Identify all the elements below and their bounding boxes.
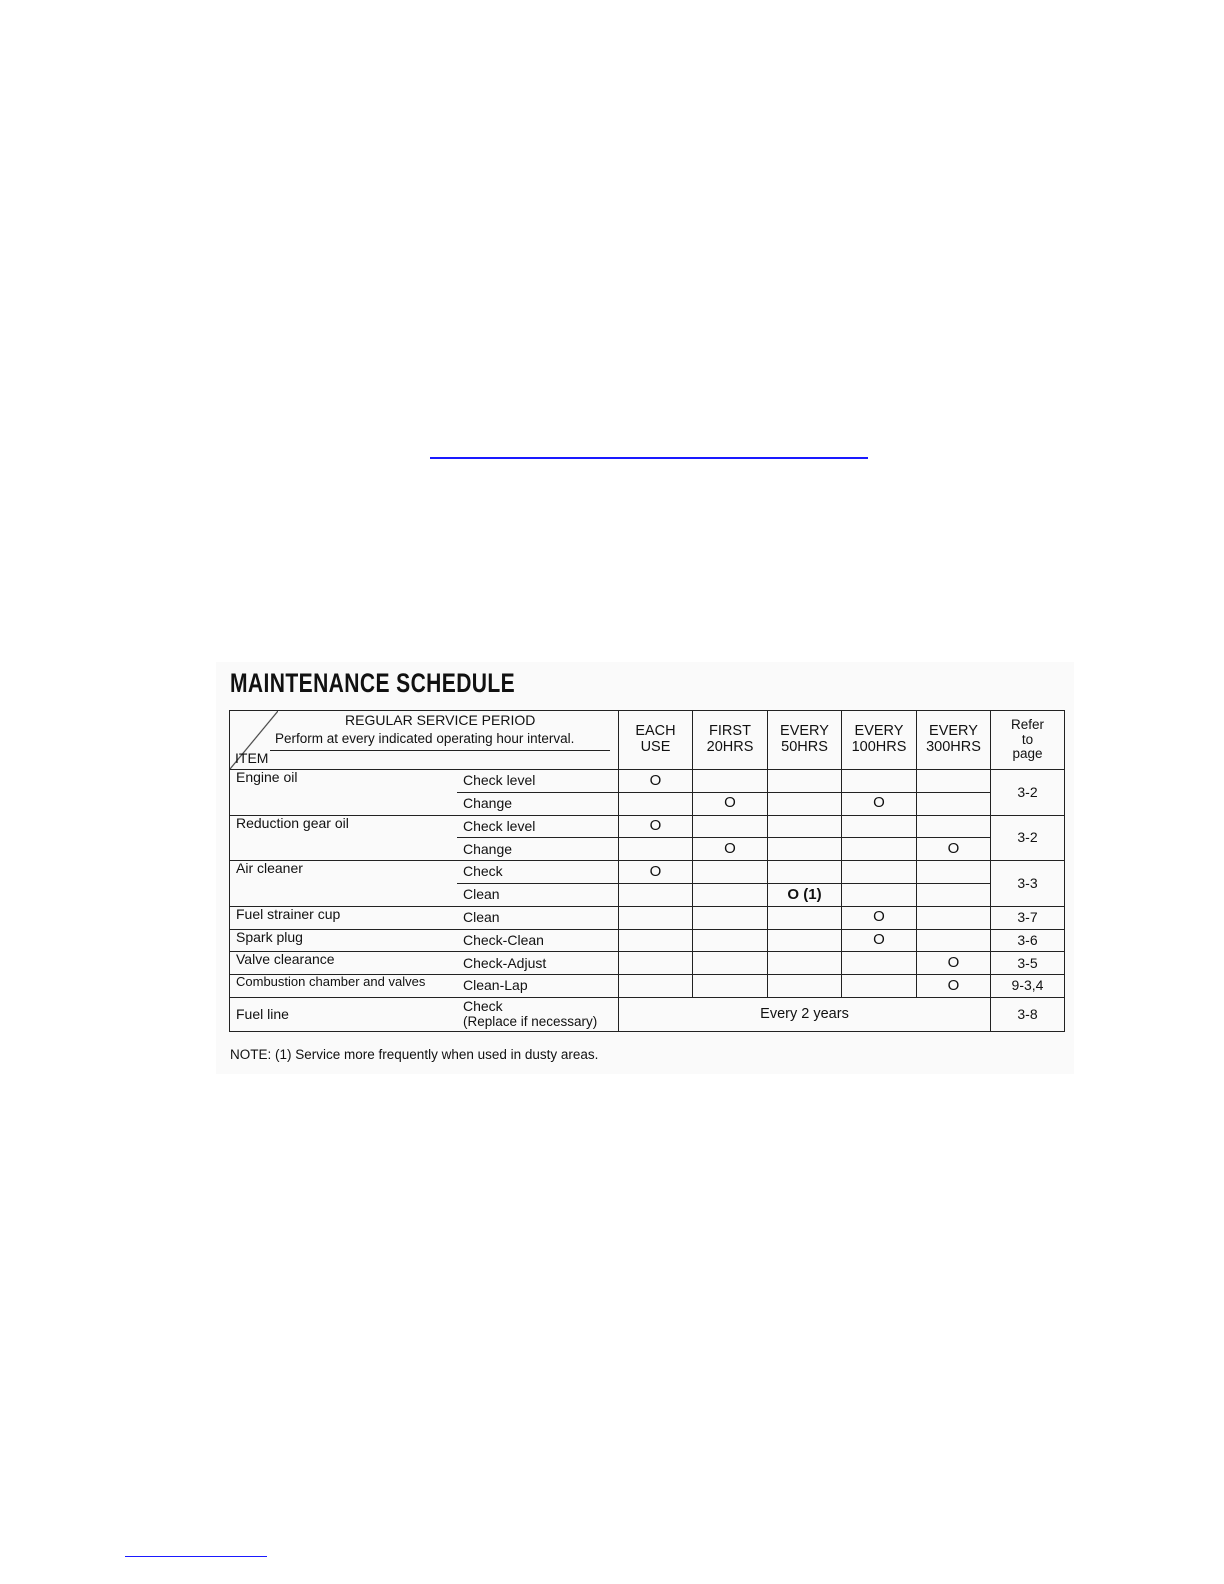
period-cell: O — [619, 861, 693, 884]
period-cell: O — [619, 815, 693, 838]
table-row — [230, 906, 1065, 929]
table-row — [230, 861, 1065, 884]
refer-page: 3-8 — [991, 997, 1065, 1031]
refer-page: 9-3,4 — [991, 975, 1065, 998]
item-action: Clean-Lap — [457, 975, 619, 998]
period-header — [619, 711, 693, 770]
item-action: Check level — [457, 770, 619, 793]
period-cell — [619, 929, 693, 952]
period-cell — [619, 838, 693, 861]
period-line1: EACH — [635, 723, 676, 740]
regular-service-period-label: REGULAR SERVICE PERIOD — [345, 712, 536, 728]
period-cell — [917, 883, 991, 906]
period-cell — [619, 792, 693, 815]
period-cell — [842, 838, 917, 861]
period-cell: O — [842, 906, 917, 929]
table-row — [230, 975, 1065, 998]
table-row — [230, 770, 1065, 793]
period-cell — [693, 770, 768, 793]
period-cell: O — [917, 952, 991, 975]
period-cell — [768, 952, 842, 975]
footer-link-underline[interactable] — [125, 1556, 267, 1557]
maintenance-schedule-table — [229, 710, 1065, 1032]
item-action: Check level — [457, 815, 619, 838]
item-action: Change — [457, 792, 619, 815]
period-cell: O (1) — [768, 883, 842, 906]
period-cell — [768, 770, 842, 793]
refer-page: 3-6 — [991, 929, 1065, 952]
period-cell: O — [842, 792, 917, 815]
item-action: Check-Adjust — [457, 952, 619, 975]
period-cell: O — [693, 792, 768, 815]
item-action: Clean — [457, 883, 619, 906]
refer-page: 3-7 — [991, 906, 1065, 929]
page-title: MAINTENANCE SCHEDULE — [230, 668, 516, 698]
period-header — [768, 711, 842, 770]
period-line2: 20HRS — [706, 739, 754, 755]
item-name: Air cleaner — [230, 861, 458, 907]
period-header — [693, 711, 768, 770]
period-cell — [693, 906, 768, 929]
period-header — [917, 711, 991, 770]
period-cell — [917, 815, 991, 838]
period-line2: 50HRS — [781, 739, 828, 755]
period-cell: O — [917, 975, 991, 998]
period-cell: O — [619, 770, 693, 793]
hyperlink-underline[interactable] — [430, 457, 868, 459]
period-cell — [917, 906, 991, 929]
period-cell — [693, 929, 768, 952]
item-name: Fuel line — [230, 997, 458, 1031]
period-cell — [693, 883, 768, 906]
period-cell — [842, 975, 917, 998]
period-line1: EVERY — [854, 723, 904, 740]
item-name: Reduction gear oil — [230, 815, 458, 861]
period-line1: FIRST — [709, 723, 751, 740]
item-name: Spark plug — [230, 929, 458, 952]
refer-line1: Refer — [1010, 716, 1044, 732]
period-cell — [842, 770, 917, 793]
period-line2: 100HRS — [851, 739, 907, 755]
period-cell — [693, 975, 768, 998]
period-span: Every 2 years — [619, 997, 991, 1031]
period-cell — [693, 952, 768, 975]
refer-page: 3-5 — [991, 952, 1065, 975]
table-row — [230, 997, 1065, 1031]
footnote: NOTE: (1) Service more frequently when used in dusty areas. — [230, 1047, 599, 1062]
period-line2: 300HRS — [926, 739, 981, 755]
item-action: Change — [457, 838, 619, 861]
item-action: Check — [457, 861, 619, 884]
period-header — [842, 711, 917, 770]
item-name: Valve clearance — [230, 952, 458, 975]
item-name: Fuel strainer cup — [230, 906, 458, 929]
refer-line3: page — [1012, 746, 1043, 762]
period-cell — [693, 815, 768, 838]
period-cell — [619, 883, 693, 906]
period-cell — [768, 906, 842, 929]
item-name: Engine oil — [230, 770, 458, 816]
table-row — [230, 929, 1065, 952]
fuel-line-action: Check — [463, 997, 503, 1014]
refer-page: 3-2 — [991, 770, 1065, 816]
period-cell — [768, 929, 842, 952]
period-cell — [768, 838, 842, 861]
period-cell — [842, 815, 917, 838]
period-cell — [917, 770, 991, 793]
period-cell — [619, 906, 693, 929]
period-cell — [768, 975, 842, 998]
period-cell — [917, 792, 991, 815]
period-cell — [619, 975, 693, 998]
perform-note: Perform at every indicated operating hour interval. — [275, 731, 575, 746]
period-cell — [768, 815, 842, 838]
period-cell — [768, 792, 842, 815]
period-cell — [917, 929, 991, 952]
item-label: ITEM — [235, 750, 269, 766]
period-cell — [619, 952, 693, 975]
header-item-cell — [230, 711, 619, 770]
table-row — [230, 815, 1065, 838]
period-cell — [842, 952, 917, 975]
period-cell — [768, 861, 842, 884]
period-line1: EVERY — [929, 723, 978, 740]
period-cell: O — [842, 929, 917, 952]
period-cell — [917, 861, 991, 884]
header-row — [230, 711, 1065, 770]
period-cell — [842, 861, 917, 884]
refer-header — [991, 711, 1065, 770]
period-cell — [693, 861, 768, 884]
header-divider — [270, 750, 610, 751]
refer-line2: to — [1021, 731, 1034, 747]
item-action — [457, 997, 619, 1031]
item-name: Combustion chamber and valves — [230, 975, 458, 998]
item-action: Check-Clean — [457, 929, 619, 952]
period-line2: USE — [640, 739, 671, 755]
period-cell: O — [917, 838, 991, 861]
item-action: Clean — [457, 906, 619, 929]
refer-page: 3-2 — [991, 815, 1065, 861]
fuel-line-action-note: (Replace if necessary) — [463, 1014, 598, 1030]
refer-page: 3-3 — [991, 861, 1065, 907]
table-row — [230, 952, 1065, 975]
period-line1: EVERY — [780, 723, 829, 740]
period-cell: O — [693, 838, 768, 861]
period-cell — [842, 883, 917, 906]
